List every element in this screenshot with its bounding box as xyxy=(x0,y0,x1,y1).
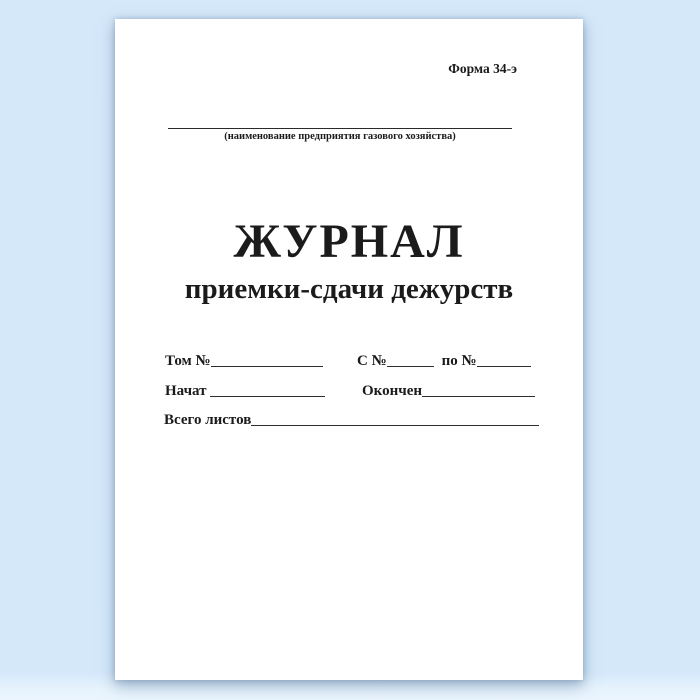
form-code-label: Форма 34-э xyxy=(448,61,517,76)
total-sheets-fill-line xyxy=(251,411,539,426)
started-finished-row xyxy=(115,380,583,400)
finished-label: Окончен xyxy=(362,383,423,399)
to-number-label: по № xyxy=(441,353,477,369)
finished-fill-line xyxy=(422,382,535,397)
started-fill-line xyxy=(210,382,325,397)
volume-fill-line xyxy=(211,352,323,367)
from-number-label: С № xyxy=(357,353,387,369)
journal-title: ЖУРНАЛ xyxy=(233,215,465,268)
volume-and-range-row xyxy=(115,350,583,370)
started-label: Начат xyxy=(165,383,207,399)
journal-subtitle: приемки-сдачи дежурств xyxy=(184,273,514,305)
org-name-fill-line xyxy=(168,128,512,129)
org-name-caption: (наименование предприятия газового хозяйства) xyxy=(224,131,456,142)
volume-label: Том № xyxy=(165,353,211,369)
total-sheets-row xyxy=(115,409,583,429)
journal-cover-page xyxy=(115,19,583,680)
to-number-fill-line xyxy=(477,352,531,367)
from-number-fill-line xyxy=(387,352,434,367)
total-sheets-label: Всего листов xyxy=(164,412,252,428)
